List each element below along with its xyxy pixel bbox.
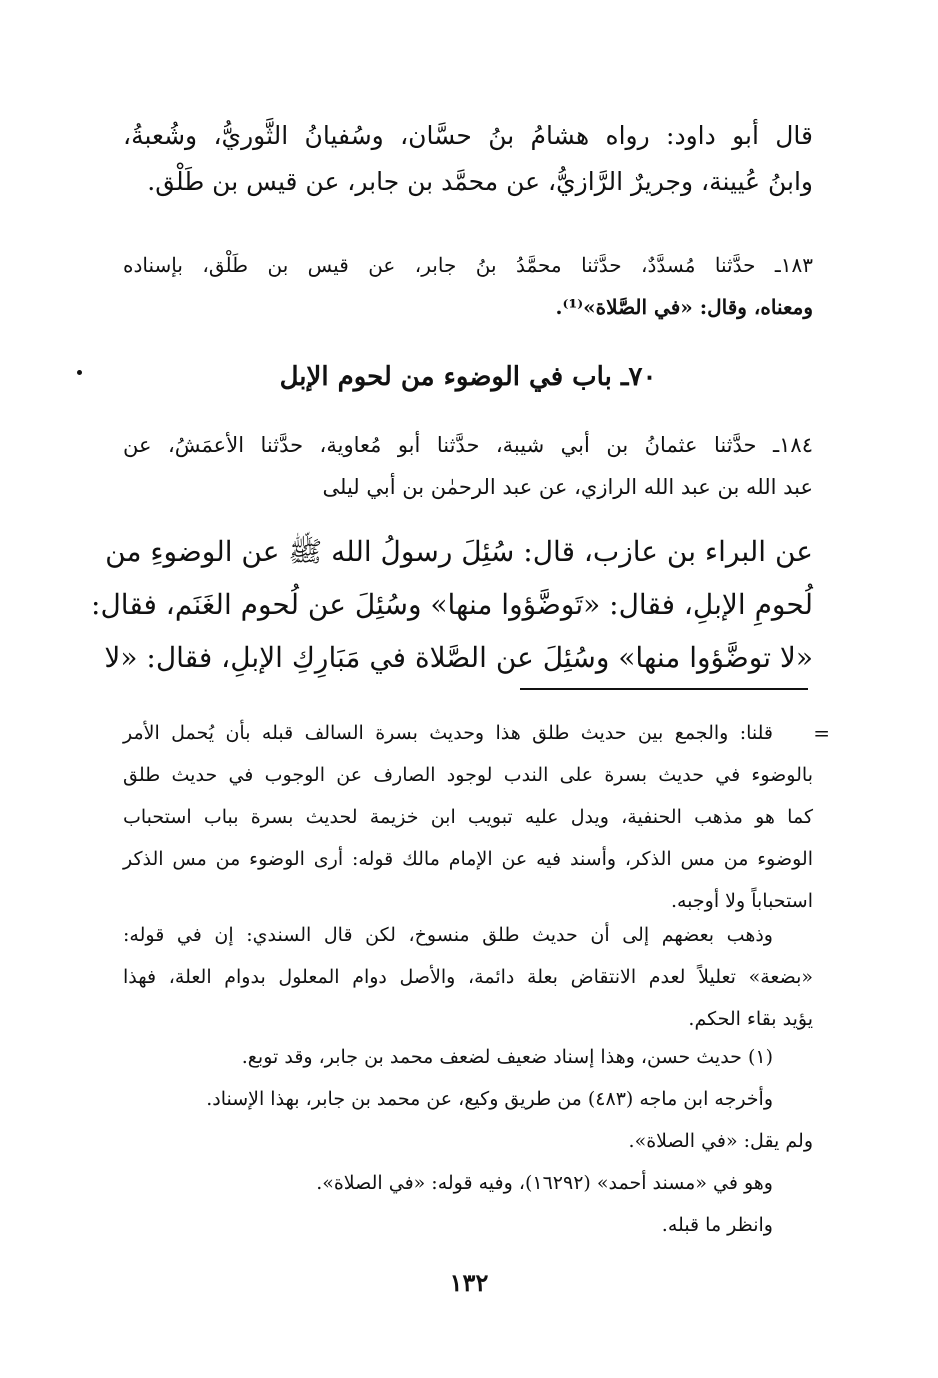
- top-paragraph: [123, 113, 813, 205]
- text-line: ولم يقل: «في الصلاة».: [628, 1130, 813, 1152]
- footnote-continuation-marker: =: [813, 721, 830, 745]
- text-line: قال أبو داود: رواه هشامُ بنُ حسَّان، وسُفيانُ الثَّوريُّ، وشُعبةُ،: [123, 121, 813, 150]
- text-line: عبد الله بن عبد الله الرازي، عن عبد الرحمٰن بن أبي ليلى: [322, 475, 813, 499]
- hadith-183: [123, 244, 813, 328]
- text-line: قلنا: والجمع بين حديث طلق هذا وحديث بسرة السالف قبله بأن يُحمل الأمر: [123, 722, 773, 744]
- text-line: «بضعة» تعليلاً لعدم الانتقاض بعلة دائمة، والأصل دوام المعلول بدوام العلة، فهذا: [123, 966, 813, 988]
- text-line: وانظر ما قبله.: [661, 1214, 773, 1236]
- chapter-heading: ٧٠ـ باب في الوضوء من لحوم الإبل: [279, 362, 657, 392]
- hadith-184-matn: [91, 525, 813, 684]
- text-line: الوضوء من مس الذكر، وأسند فيه عن الإمام مالك قوله: أرى الوضوء من مس الذكر: [123, 848, 813, 870]
- margin-dot: [77, 370, 82, 375]
- text-line: وذهب بعضهم إلى أن حديث طلق منسوخ، لكن قال السندي: إن في قوله:: [123, 924, 773, 946]
- text-line: استحباباً ولا أوجبه.: [670, 890, 813, 912]
- text-line: وأخرجه ابن ماجه (٤٨٣) من طريق وكيع، عن محمد بن جابر، بهذا الإسناد.: [206, 1088, 773, 1110]
- text-line: (١) حديث حسن، وهذا إسناد ضعيف لضعف محمد بن جابر، وقد توبع.: [241, 1046, 773, 1068]
- hadith-184-isnad: [123, 424, 813, 508]
- text-line: لُحومِ الإبلِ، فقال: «تَوضَّؤوا منها» وسُئِلَ عن لُحوم الغَنَم، فقال:: [91, 588, 813, 621]
- text-line: ومعناه، وقال: «في الصَّلاة»⁽¹⁾.: [555, 295, 813, 319]
- text-line: عن البراء بن عازب، قال: سُئِلَ رسولُ الله ﷺ عن الوضوءِ من: [105, 535, 813, 568]
- text-line: يؤيد بقاء الحكم.: [688, 1008, 813, 1030]
- footnote-separator: [520, 688, 808, 690]
- footnote-paragraph-2: [123, 914, 813, 1040]
- text-line: «لا توضَّؤوا منها» وسُئِلَ عن الصَّلاة في مَبَارِكِ الإبلِ، فقال: «لا: [104, 641, 813, 674]
- footnote-continued: [123, 712, 813, 922]
- text-line: وهو في «مسند أحمد» (١٦٢٩٢)، وفيه قوله: «في الصلاة».: [316, 1172, 773, 1194]
- text-line: ١٨٣ـ حدَّثنا مُسدَّدٌ، حدَّثنا محمَّدُ بنُ جابر، عن قيس بن طَلْق، بإسناده: [123, 253, 813, 277]
- text-line: وابنُ عُيينة، وجريرٌ الرَّازيُّ، عن محمَّد بن جابر، عن قيس بن طَلْق.: [147, 167, 813, 196]
- text-line: كما هو مذهب الحنفية، ويدل عليه تبويب ابن خزيمة لحديث بسرة بباب استحباب: [123, 806, 813, 828]
- footnote-1: [123, 1036, 813, 1246]
- page-number: ١٣٢: [449, 1268, 489, 1297]
- text-line: بالوضوء في حديث بسرة على الندب لوجود الصارف عن الوجوب في حديث طلق: [123, 764, 813, 786]
- text-line: ١٨٤ـ حدَّثنا عثمانُ بن أبي شيبة، حدَّثنا أبو مُعاوية، حدَّثنا الأعمَشُ، عن: [123, 433, 813, 457]
